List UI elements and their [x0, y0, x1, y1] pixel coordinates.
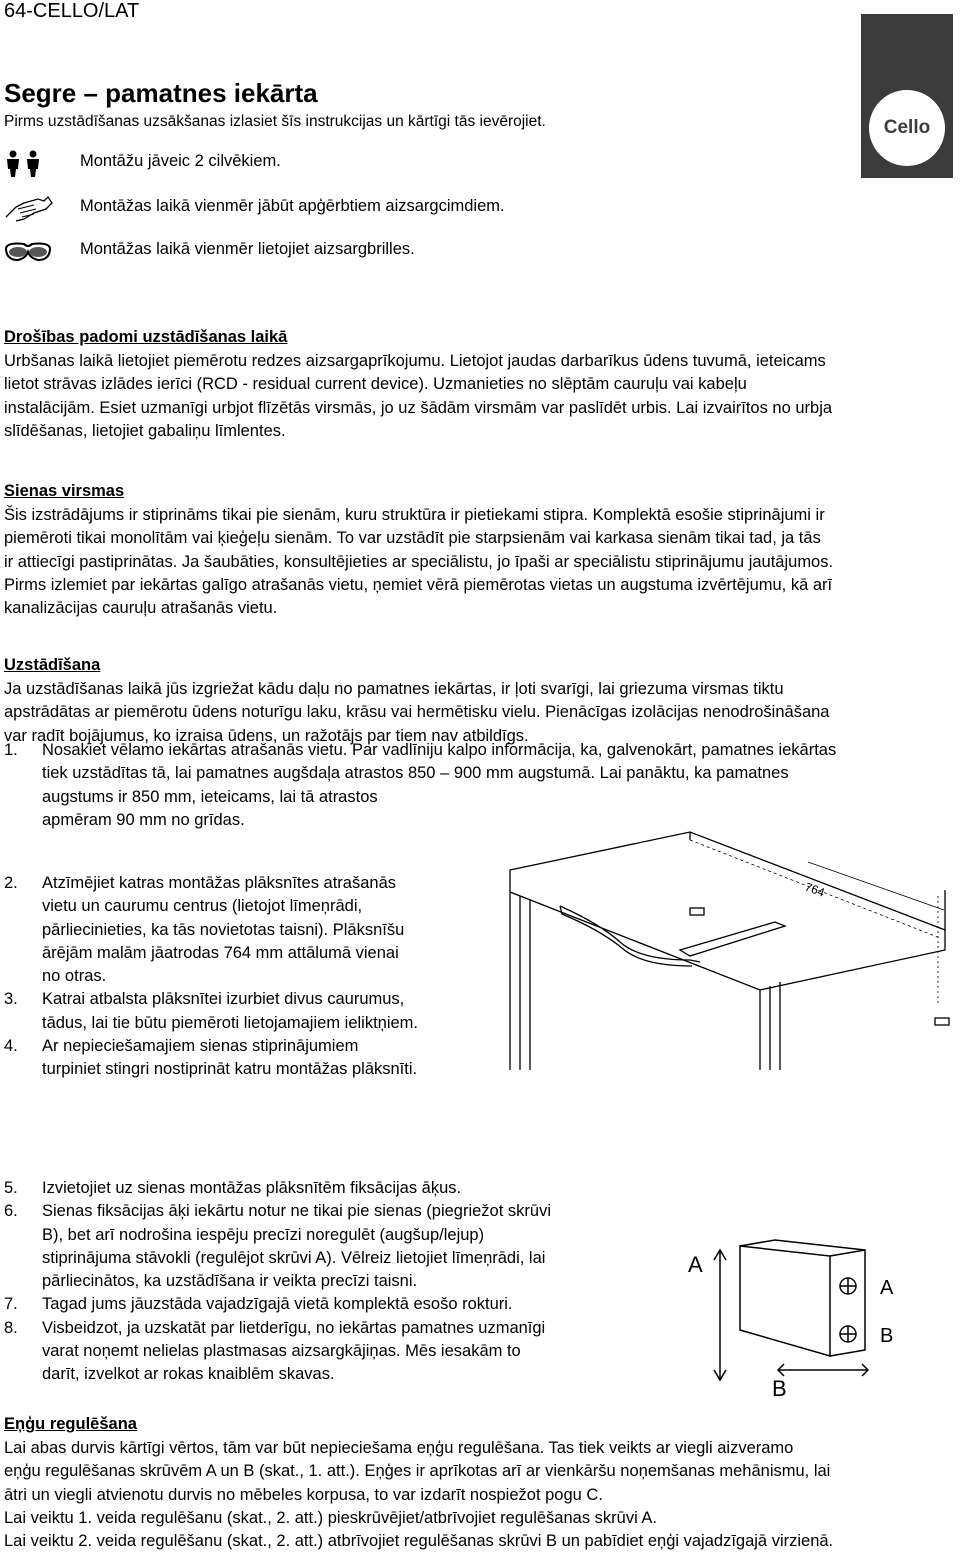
label-b-right: B [880, 1325, 894, 1347]
walls-paragraph [4, 504, 956, 620]
step-6 [4, 1200, 634, 1293]
step-line: tādus, lai tie būtu piemēroti lietojamajiem ieliktņiem. [42, 1013, 419, 1032]
step-line: no otras. [42, 967, 107, 986]
step-line: ārējām malām jāatrodas 764 mm attālumā vienai [42, 943, 399, 962]
step-number: 5. [4, 1179, 18, 1197]
walls-heading: Sienas virsmas [4, 482, 125, 500]
label-b-bottom: B [772, 1376, 787, 1400]
safety-heading: Drošības padomi uzstādīšanas laikā [4, 328, 288, 346]
step-line: Visbeidzot, ja uzskatāt par lietderīgu, no iekārtas pamatnes uzmanīgi [42, 1318, 546, 1337]
install-line: Ja uzstādīšanas laikā jūs izgriežat kādu daļu no pamatnes iekārtas, ir ļoti svarīgi, lai griezuma virsmas tiktu [4, 680, 784, 698]
step-line: darīt, izvelkot ar rokas knaiblēm skavas. [42, 1365, 335, 1384]
step-number: 1. [4, 741, 18, 759]
goggles-icon [4, 238, 64, 266]
label-a-left: A [688, 1252, 703, 1277]
install-line: apstrādātas ar piemērotu ūdens noturīgu laku, krāsu vai hermētisku vielu. Pienācīgas izolācijas nenodrošināšana [4, 703, 830, 722]
intro-text: Pirms uzstādīšanas uzsākšanas izlasiet šīs instrukcijas un kārtīgi tās ievērojiet. [4, 113, 546, 130]
step-number: 3. [4, 990, 18, 1009]
walls-line: Šis izstrādājums ir stiprināms tikai pie sienām, kuru struktūra ir pietiekami stipra. Komplektā esošie stiprinājumi ir [4, 506, 825, 524]
step-line: Izvietojiet uz sienas montāžas plāksnītēm fiksācijas āķus. [42, 1179, 462, 1197]
install-line: var radīt bojājumus, ko izraisa ūdens, un ražotājs par tiem nav atbildīgs. [4, 726, 529, 745]
wall-hook-diagram [680, 1210, 950, 1400]
step-line: apmēram 90 mm no grīdas. [42, 810, 245, 829]
step-line: augstums ir 850 mm, ieteicams, lai tā atrastos [42, 787, 378, 806]
steps-5-8 [4, 1177, 634, 1387]
step-5 [4, 1177, 634, 1200]
step-line: Sienas fiksācijas āķi iekārtu notur ne tikai pie sienas (piegriežot skrūvi [42, 1202, 551, 1221]
step-8 [4, 1317, 634, 1387]
install-heading: Uzstādīšana [4, 656, 101, 674]
step-line: tiek uzstādītas tā, lai pamatnes augšdaļa atrastos 850 – 900 mm augstumā. Lai panāktu, ka pamatnes [42, 764, 789, 783]
logo-text: Cello [883, 117, 931, 138]
step-3 [4, 988, 476, 1035]
step-number: 4. [4, 1037, 18, 1056]
step-2 [4, 872, 476, 988]
notice-goggles [4, 238, 415, 266]
step-line: Tagad jums jāuzstāda vajadzīgajā vietā komplektā esošo rokturi. [42, 1295, 513, 1314]
hinges-paragraph [4, 1437, 956, 1553]
hinges-line: Lai veiktu 1. veida regulēšanu (skat., 2. att.) pieskrūvējiet/atbrīvojiet regulēšanas skrūvi A. [4, 1508, 657, 1527]
hinges-line: eņģu regulēšanas skrūvēm A un B (skat., 1. att.). Eņģes ir aprīkotas arī ar vienkāršu noņemšanas mehānismu, lai [4, 1462, 831, 1481]
notice-two-persons [4, 150, 281, 178]
step-line: turpiniet stingri nostiprināt katru montāžas plāksnīti. [42, 1060, 418, 1079]
step-line: B), bet arī nodrošina iespēju precīzi noregulēt (augšup/lejup) [42, 1225, 485, 1244]
label-a-right: A [880, 1277, 894, 1299]
hinges-heading: Eņģu regulēšana [4, 1415, 137, 1433]
step-number: 2. [4, 874, 18, 892]
safety-line: instalācijām. Esiet uzmanīgi urbjot flīzētās virsmās, jo uz šādām virsmām var paslīdēt urbis. Lai izvairītos no urbja [4, 398, 833, 417]
step-line: varat noņemt nelielas plastmasas aizsargkājiņas. Mēs iesakām to [42, 1342, 521, 1361]
step-line: pārliecinieties, ka tās novietotas taisni). Plāksnīšu [42, 920, 405, 939]
logo-circle [869, 90, 945, 166]
hinges-line: ātri un viegli atvienotu durvis no mēbeles korpusa, to var izdarīt nospiežot pogu C. [4, 1485, 603, 1504]
step-line: Katrai atbalsta plāksnītei izurbiet divus caurumus, [42, 990, 405, 1009]
document-code: 64-CELLO/LAT [4, 0, 140, 22]
step-number: 7. [4, 1295, 18, 1314]
dimension-764-label: 764 [802, 879, 827, 900]
step-line: Ar nepieciešamajiem sienas stiprinājumiem [42, 1037, 359, 1056]
walls-line: ir attiecīgi pastiprinātas. Ja šaubāties, konsultējieties ar speciālistu, jo īpaši ar speciālistu stiprinājumu jautājumos. [4, 552, 834, 571]
steps-2-4 [4, 872, 476, 1082]
gloves-icon [4, 195, 64, 223]
step-line: pārliecinātos, ka uzstādīšana ir veikta precīzi taisni. [42, 1272, 418, 1291]
notice-text: Montāžu jāveic 2 cilvēkiem. [80, 152, 281, 170]
hinges-line: Lai veiktu 2. veida regulēšanu (skat., 2. att.) atbrīvojiet regulēšanas skrūvi B un pabīdiet eņģi vajadzīgajā virzienā. [4, 1532, 834, 1551]
notice-gloves [4, 195, 505, 223]
step-1 [4, 739, 956, 832]
notice-text: Montāžas laikā vienmēr lietojiet aizsargbrilles. [80, 240, 415, 258]
step-line: stiprinājuma stāvokli (regulējot skrūvi A). Vēlreiz lietojiet līmeņrādi, lai [42, 1248, 546, 1267]
step-line: vietu un caurumu centrus (lietojot līmeņrādi, [42, 897, 363, 916]
walls-line: Pirms izlemiet par iekārtas galīgo atrašanās vietu, ņemiet vērā piemērotas vietas un augstuma izvērtējumu, kā arī [4, 575, 833, 594]
install-paragraph [4, 678, 956, 748]
walls-line: piemēroti tikai monolītām vai ķieģeļu sienām. To var uzstādīt pie starpsienām vai karkasa sienām tikai tad, ja tās [4, 529, 821, 548]
step-line: Nosakiet vēlamo iekārtas atrašanās vietu. Par vadlīniju kalpo informācija, ka, galvenokārt, pamatnes iekārtas [42, 741, 837, 759]
safety-line: Urbšanas laikā lietojiet piemērotu redzes aizsargaprīkojumu. Lietojot jaudas darbarīkus ūdens tuvumā, ieteicams [4, 352, 826, 370]
safety-paragraph [4, 350, 956, 443]
step-line: Atzīmējiet katras montāžas plāksnītes atrašanās [42, 874, 396, 892]
step-4 [4, 1035, 476, 1082]
safety-line: slīdēšanas, lietojiet gabaliņu līmlentes. [4, 421, 286, 440]
hinges-line: Lai abas durvis kārtīgi vērtos, tām var būt nepieciešama eņģu regulēšana. Tas tiek veikts ar viegli aizveramo [4, 1439, 794, 1457]
safety-line: lietot strāvas izlādes ierīci (RCD - residual current device). Uzmanieties no slēptām cauruļu vai kabeļu [4, 375, 747, 394]
page-title: Segre – pamatnes iekārta [4, 78, 318, 108]
step-number: 6. [4, 1202, 18, 1221]
walls-line: kanalizācijas cauruļu atrašanās vietu. [4, 599, 278, 618]
cello-logo [861, 14, 953, 178]
two-persons-icon [4, 150, 64, 178]
step-7 [4, 1293, 634, 1316]
cabinet-diagram [490, 830, 960, 1070]
step-number: 8. [4, 1318, 18, 1337]
notice-text: Montāžas laikā vienmēr jābūt apģērbtiem aizsargcimdiem. [80, 197, 505, 215]
